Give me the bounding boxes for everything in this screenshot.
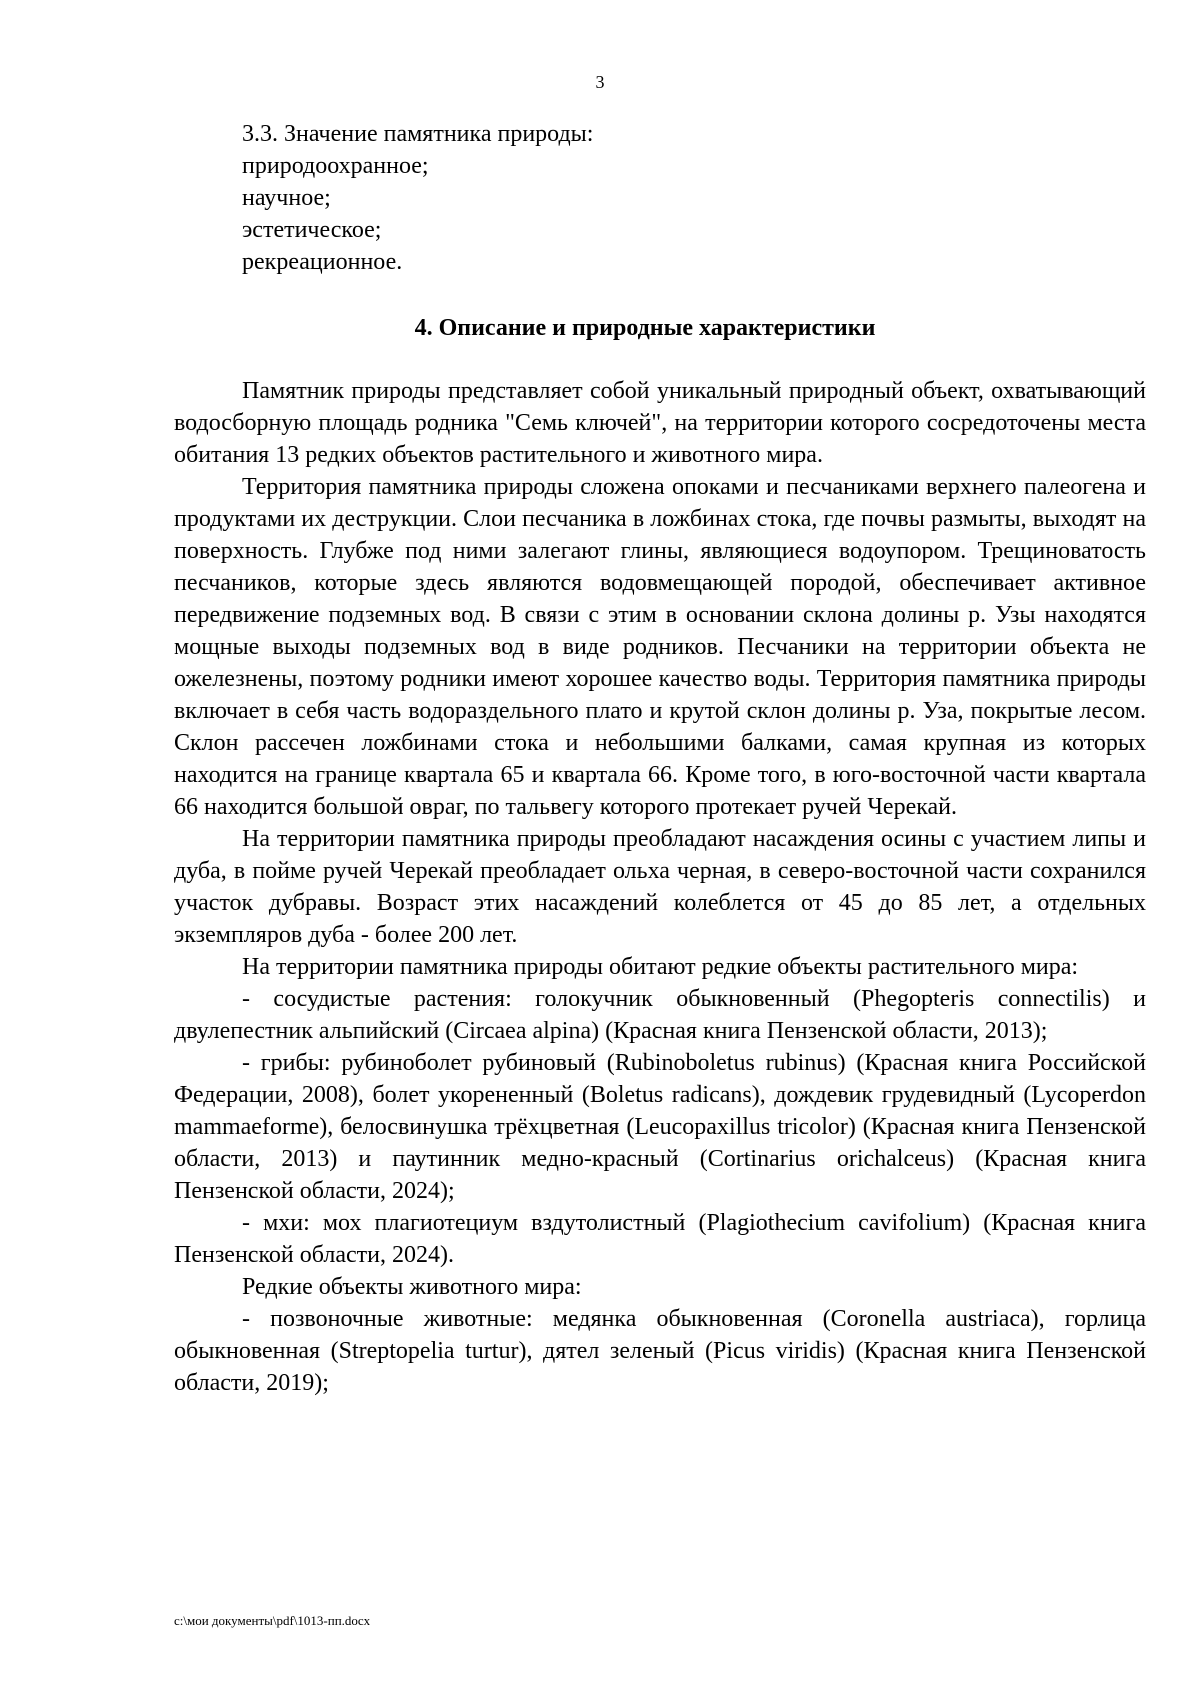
list-item: рекреационное. (242, 249, 403, 275)
paragraph-fungi: - грибы: рубиноболет рубиновый (Rubinoboletus rubinus) (Красная книга Российской Федерации, 2008), болет укорененный (Boletus radicans), дождевик грудевидный (Lycoperdon mammaeforme), белосвинушка трёхцветная (Leucopaxillus tricolor) (Красная книга Пензенской области, 2013) и паутинник медно-красный (Cortinarius orichalceus) (Красная книга Пензенской области, 2024); (174, 1050, 1146, 1204)
paragraph-mosses: - мхи: мох плагиотециум вздутолистный (Plagiothecium cavifolium) (Красная книга Пензенской области, 2024). (174, 1210, 1146, 1268)
paragraph-vertebrates: - позвоночные животные: медянка обыкновенная (Coronella austriaca), горлица обыкновенная (Streptopelia turtur), дятел зеленый (Picus viridis) (Красная книга Пензенской области, 2019); (174, 1306, 1146, 1396)
paragraph-geology: Территория памятника природы сложена опоками и песчаниками верхнего палеогена и продуктами их деструкции. Слои песчаника в ложбинах стока, где почвы размыты, выходят на поверхность. Глубже под ними залегают глины, являющиеся водоупором. Трещиноватость песчаников, которые здесь являются водовмещающей породой, обеспечивает активное передвижение подземных вод. В связи с этим в основании склона долины р. Узы находятся мощные выходы подземных вод в виде родников. Песчаники на территории объекта не ожелезнены, поэтому родники имеют хорошее качество воды. Территория памятника природы включает в себя часть водораздельного плато и крутой склон долины р. Уза, покрытые лесом. Склон рассечен ложбинами стока и небольшими балками, самая крупная из которых находится на границе квартала 65 и квартала 66. Кроме того, в юго-восточной части квартала 66 находится большой овраг, по тальвегу которого протекает ручей Черекай. (174, 474, 1146, 820)
section-body (174, 375, 1146, 1399)
significance-list (242, 118, 593, 278)
list-item: эстетическое; (242, 217, 382, 243)
paragraph-flora-intro: На территории памятника природы обитают редкие объекты растительного мира: (242, 954, 1079, 980)
footer-file-path: c:\мои документы\pdf\1013-пп.docx (174, 1613, 371, 1628)
paragraph-forest: На территории памятника природы преобладают насаждения осины с участием липы и дуба, в пойме ручей Черекай преобладает ольха черная, в северо-восточной части сохранился участок дубравы. Возраст этих насаждений колеблется от 45 до 85 лет, а отдельных экземпляров дуба - более 200 лет. (174, 826, 1146, 948)
page-number: 3 (595, 72, 605, 92)
significance-title: 3.3. Значение памятника природы: (242, 121, 594, 147)
section-heading: 4. Описание и природные характеристики (414, 315, 876, 341)
paragraph-intro: Памятник природы представляет собой уникальный природный объект, охватывающий водосборную площадь родника "Семь ключей", на территории которого сосредоточены места обитания 13 редких объектов растительного и животного мира. (174, 378, 1146, 468)
list-item: научное; (242, 185, 331, 211)
list-item: природоохранное; (242, 153, 429, 179)
paragraph-vascular-plants: - сосудистые растения: голокучник обыкновенный (Phegopteris connectilis) и двулепестник альпийский (Circaea alpina) (Красная книга Пензенской области, 2013); (174, 986, 1146, 1044)
paragraph-fauna-intro: Редкие объекты животного мира: (242, 1274, 582, 1300)
